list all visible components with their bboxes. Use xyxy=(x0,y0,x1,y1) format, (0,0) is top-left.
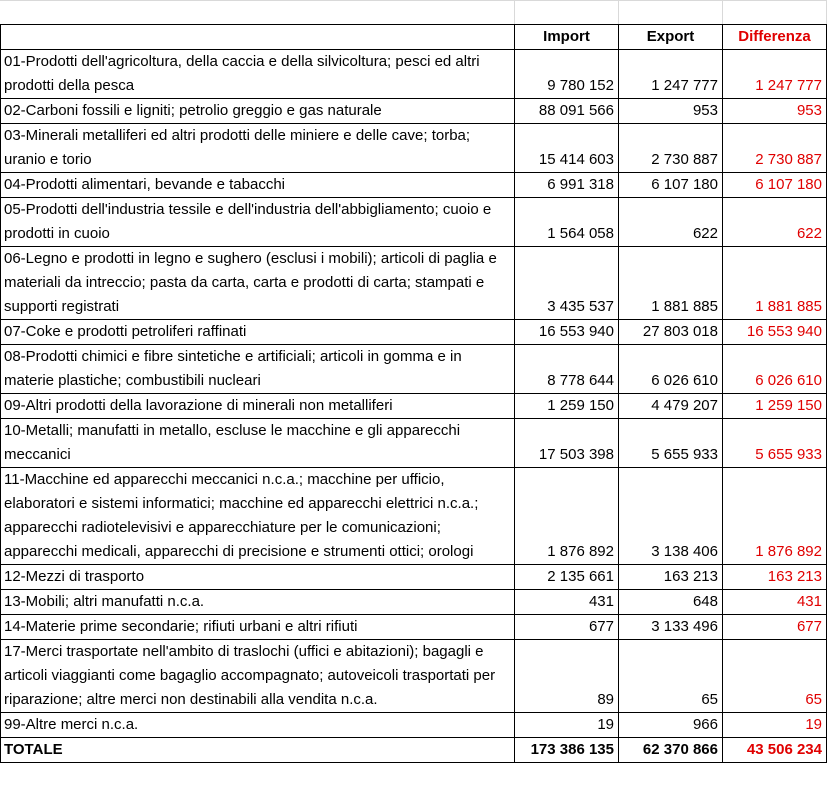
row-difference[interactable]: 431 xyxy=(723,590,827,615)
row-export[interactable]: 5 655 933 xyxy=(619,419,723,468)
row-import[interactable]: 17 503 398 xyxy=(515,419,619,468)
row-description[interactable]: 13-Mobili; altri manufatti n.c.a. xyxy=(1,590,515,615)
row-import[interactable]: 1 564 058 xyxy=(515,198,619,247)
row-export[interactable]: 163 213 xyxy=(619,565,723,590)
row-export[interactable]: 3 138 406 xyxy=(619,468,723,565)
row-export[interactable]: 1 881 885 xyxy=(619,247,723,320)
row-description[interactable]: 09-Altri prodotti della lavorazione di minerali non metalliferi xyxy=(1,394,515,419)
row-description[interactable]: 14-Materie prime secondarie; rifiuti urbani e altri rifiuti xyxy=(1,615,515,640)
row-difference[interactable]: 953 xyxy=(723,99,827,124)
row-description[interactable]: 03-Minerali metalliferi ed altri prodotti delle miniere e delle cave; torba; uranio e torio xyxy=(1,124,515,173)
row-export[interactable]: 3 133 496 xyxy=(619,615,723,640)
table-row xyxy=(1,50,827,99)
row-difference[interactable]: 1 881 885 xyxy=(723,247,827,320)
sheet-gridline xyxy=(618,0,619,24)
row-difference[interactable]: 677 xyxy=(723,615,827,640)
table-row xyxy=(1,124,827,173)
row-import[interactable]: 89 xyxy=(515,640,619,713)
row-difference[interactable]: 16 553 940 xyxy=(723,320,827,345)
table-row xyxy=(1,565,827,590)
header-description[interactable] xyxy=(1,25,515,50)
row-import[interactable]: 15 414 603 xyxy=(515,124,619,173)
header-row xyxy=(1,25,827,50)
total-export[interactable]: 62 370 866 xyxy=(619,738,723,763)
trade-table xyxy=(0,24,827,763)
table-row xyxy=(1,640,827,713)
row-description[interactable]: 10-Metalli; manufatti in metallo, escluse le macchine e gli apparecchi meccanici xyxy=(1,419,515,468)
row-import[interactable]: 3 435 537 xyxy=(515,247,619,320)
total-label[interactable]: TOTALE xyxy=(1,738,515,763)
row-difference[interactable]: 5 655 933 xyxy=(723,419,827,468)
row-export[interactable]: 6 026 610 xyxy=(619,345,723,394)
row-import[interactable]: 677 xyxy=(515,615,619,640)
row-description[interactable]: 11-Macchine ed apparecchi meccanici n.c.a.; macchine per ufficio, elaboratori e sistemi informatici; macchine ed apparecchi elettrici n.c.a.; apparecchi radiotelevisivi e apparecchiature per le comunicazioni; apparecchi medicali, apparecchi di precisione e strumenti ottici; orologi xyxy=(1,468,515,565)
row-description[interactable]: 04-Prodotti alimentari, bevande e tabacchi xyxy=(1,173,515,198)
sheet-gridline xyxy=(722,0,723,24)
row-difference[interactable]: 1 876 892 xyxy=(723,468,827,565)
table-row xyxy=(1,320,827,345)
row-export[interactable]: 648 xyxy=(619,590,723,615)
table-row xyxy=(1,394,827,419)
row-import[interactable]: 2 135 661 xyxy=(515,565,619,590)
row-export[interactable]: 6 107 180 xyxy=(619,173,723,198)
row-difference[interactable]: 2 730 887 xyxy=(723,124,827,173)
row-description[interactable]: 01-Prodotti dell'agricoltura, della caccia e della silvicoltura; pesci ed altri prodotti della pesca xyxy=(1,50,515,99)
row-description[interactable]: 07-Coke e prodotti petroliferi raffinati xyxy=(1,320,515,345)
row-import[interactable]: 8 778 644 xyxy=(515,345,619,394)
row-difference[interactable]: 1 247 777 xyxy=(723,50,827,99)
total-row xyxy=(1,738,827,763)
header-export[interactable]: Export xyxy=(619,25,723,50)
row-export[interactable]: 4 479 207 xyxy=(619,394,723,419)
row-export[interactable]: 622 xyxy=(619,198,723,247)
table-row xyxy=(1,99,827,124)
row-export[interactable]: 65 xyxy=(619,640,723,713)
row-import[interactable]: 9 780 152 xyxy=(515,50,619,99)
row-difference[interactable]: 6 026 610 xyxy=(723,345,827,394)
sheet-gridline-top xyxy=(0,0,827,1)
row-description[interactable]: 12-Mezzi di trasporto xyxy=(1,565,515,590)
row-description[interactable]: 08-Prodotti chimici e fibre sintetiche e artificiali; articoli in gomma e in materie plastiche; combustibili nucleari xyxy=(1,345,515,394)
row-description[interactable]: 17-Merci trasportate nell'ambito di traslochi (uffici e abitazioni); bagagli e articoli viaggianti come bagaglio accompagnato; autoveicoli trasportati per riparazione; altre merci non destinabili alla vendita n.c.a. xyxy=(1,640,515,713)
row-difference[interactable]: 1 259 150 xyxy=(723,394,827,419)
row-description[interactable]: 02-Carboni fossili e ligniti; petrolio greggio e gas naturale xyxy=(1,99,515,124)
table-row xyxy=(1,590,827,615)
total-import[interactable]: 173 386 135 xyxy=(515,738,619,763)
row-import[interactable]: 16 553 940 xyxy=(515,320,619,345)
row-difference[interactable]: 622 xyxy=(723,198,827,247)
row-import[interactable]: 1 876 892 xyxy=(515,468,619,565)
table-row xyxy=(1,713,827,738)
row-import[interactable]: 431 xyxy=(515,590,619,615)
row-import[interactable]: 1 259 150 xyxy=(515,394,619,419)
header-import[interactable]: Import xyxy=(515,25,619,50)
row-export[interactable]: 1 247 777 xyxy=(619,50,723,99)
total-difference[interactable]: 43 506 234 xyxy=(723,738,827,763)
row-export[interactable]: 966 xyxy=(619,713,723,738)
row-export[interactable]: 27 803 018 xyxy=(619,320,723,345)
table-row xyxy=(1,198,827,247)
row-import[interactable]: 88 091 566 xyxy=(515,99,619,124)
table-row xyxy=(1,419,827,468)
row-import[interactable]: 6 991 318 xyxy=(515,173,619,198)
row-description[interactable]: 99-Altre merci n.c.a. xyxy=(1,713,515,738)
header-difference[interactable]: Differenza xyxy=(723,25,827,50)
table-row xyxy=(1,468,827,565)
row-export[interactable]: 2 730 887 xyxy=(619,124,723,173)
table-row xyxy=(1,247,827,320)
sheet-gridline xyxy=(514,0,515,24)
row-description[interactable]: 05-Prodotti dell'industria tessile e dell'industria dell'abbigliamento; cuoio e prodotti in cuoio xyxy=(1,198,515,247)
row-difference[interactable]: 19 xyxy=(723,713,827,738)
table-row xyxy=(1,345,827,394)
row-import[interactable]: 19 xyxy=(515,713,619,738)
row-difference[interactable]: 163 213 xyxy=(723,565,827,590)
row-difference[interactable]: 65 xyxy=(723,640,827,713)
table-row xyxy=(1,615,827,640)
row-export[interactable]: 953 xyxy=(619,99,723,124)
row-difference[interactable]: 6 107 180 xyxy=(723,173,827,198)
table-row xyxy=(1,173,827,198)
row-description[interactable]: 06-Legno e prodotti in legno e sughero (esclusi i mobili); articoli di paglia e materiali da intreccio; pasta da carta, carta e prodotti di carta; stampati e supporti registrati xyxy=(1,247,515,320)
